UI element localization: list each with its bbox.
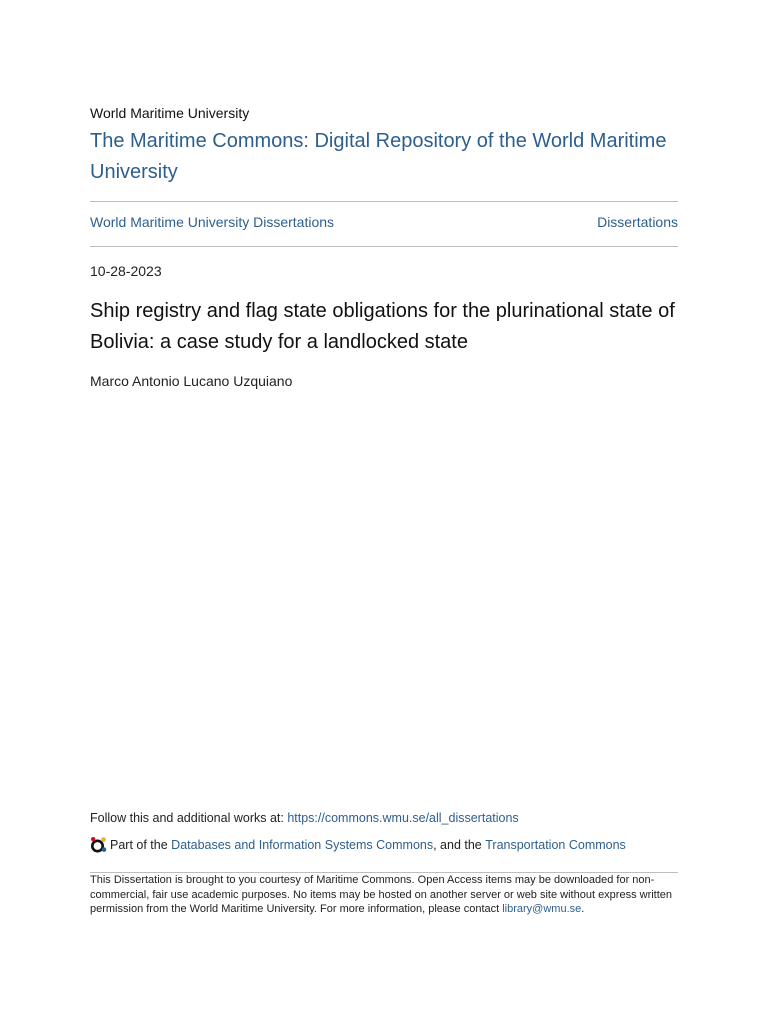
- follow-prefix: Follow this and additional works at:: [90, 811, 288, 825]
- collection-row: [90, 214, 678, 230]
- repository-title-link[interactable]: The Maritime Commons: Digital Repository of the World Maritime University: [90, 130, 667, 183]
- document-title: Ship registry and flag state obligations for the plurinational state of Bolivia: a case study for a landlocked state: [90, 300, 675, 353]
- transportation-commons-link[interactable]: Transportation Commons: [485, 838, 626, 852]
- notice-text: This Dissertation is brought to you courtesy of Maritime Commons. Open Access items may be downloaded for non-commercial, fair use academic purposes. No items may be hosted on another server or web site without express written permission from the World Maritime University. For more information, please contact: [90, 874, 673, 915]
- cover-page: [90, 0, 678, 1024]
- series-link[interactable]: Dissertations: [597, 214, 678, 230]
- publication-date: 10-28-2023: [90, 263, 162, 279]
- divider: [90, 246, 678, 247]
- institution-name: World Maritime University: [90, 105, 250, 121]
- follow-line: [90, 811, 519, 825]
- network-icon: [90, 836, 108, 854]
- divider: [90, 201, 678, 202]
- part-of-middle: , and the: [433, 838, 482, 852]
- follow-url-link[interactable]: https://commons.wmu.se/all_dissertations: [287, 811, 519, 825]
- collection-link[interactable]: World Maritime University Dissertations: [90, 214, 335, 230]
- author-name: Marco Antonio Lucano Uzquiano: [90, 373, 293, 389]
- rights-notice: [90, 873, 678, 917]
- contact-email-link[interactable]: library@wmu.se: [502, 903, 582, 915]
- part-of-line: [90, 836, 626, 854]
- notice-end: .: [581, 903, 585, 915]
- part-of-prefix: Part of the: [110, 838, 168, 852]
- databases-commons-link[interactable]: Databases and Information Systems Commons: [171, 838, 434, 852]
